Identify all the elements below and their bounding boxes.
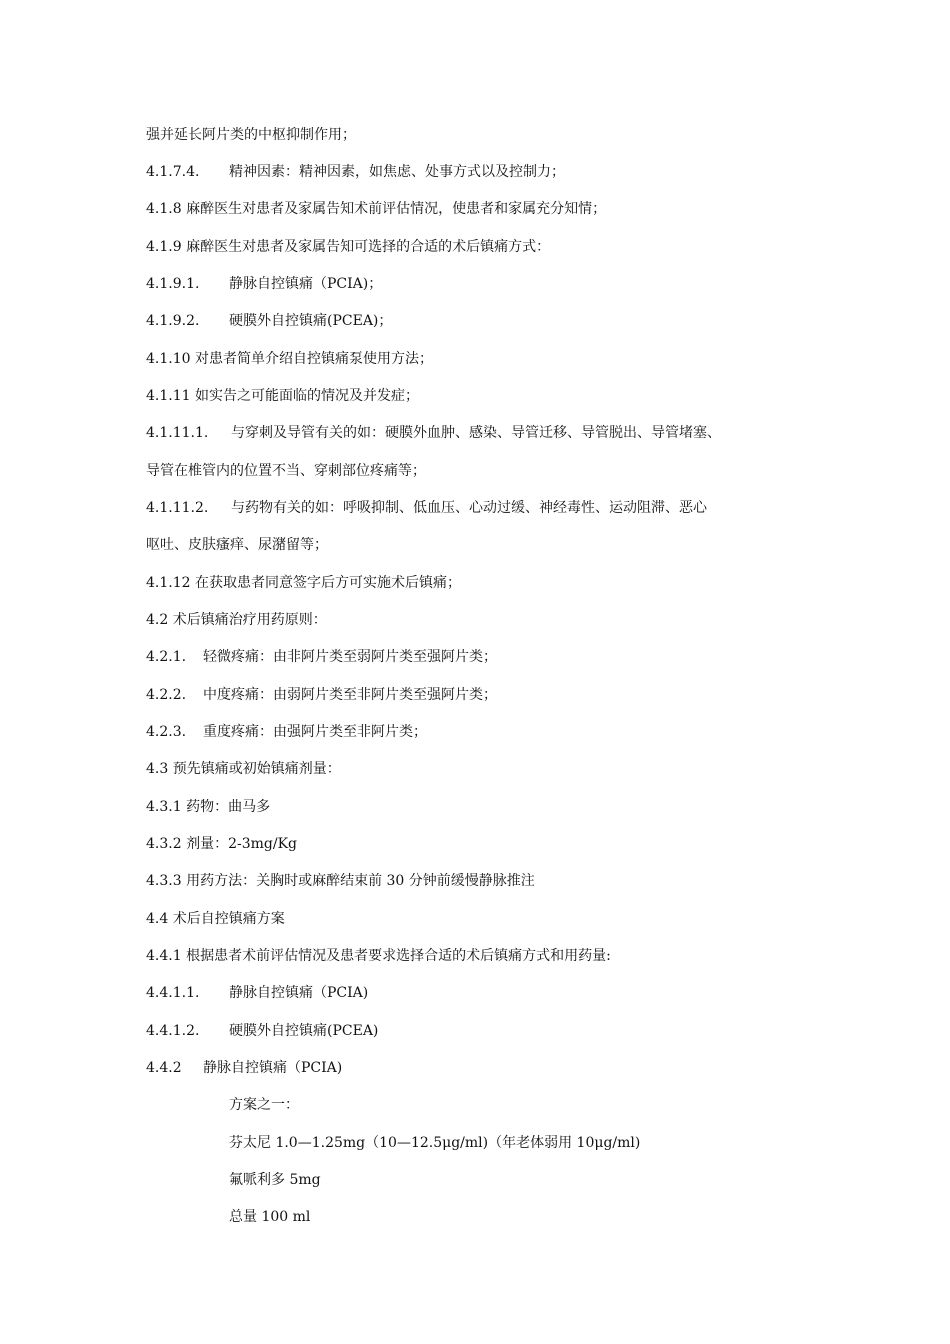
item-number: 4.2.2.	[146, 687, 187, 703]
line-text: 4.3.2 剂量：2-3mg/Kg	[146, 836, 297, 852]
text-line-3	[146, 236, 550, 258]
line-text: 4.4 术后自控镇痛方案	[146, 911, 285, 927]
line-text: 硬膜外自控镇痛(PCEA)	[229, 1023, 379, 1039]
item-number: 4.1.9.1.	[146, 276, 200, 292]
text-line-29	[229, 1206, 310, 1228]
text-line-14	[146, 646, 497, 668]
line-text: 氟哌利多 5mg	[229, 1172, 321, 1188]
line-text: 4.3.1 药物：曲马多	[146, 799, 271, 815]
line-text: 4.1.10 对患者简单介绍自控镇痛泵使用方法；	[146, 351, 433, 367]
text-line-9	[146, 460, 426, 482]
item-number: 4.1.9.2.	[146, 313, 200, 329]
item-number: 4.2.3.	[146, 724, 187, 740]
line-text: 4.3 预先镇痛或初始镇痛剂量：	[146, 761, 341, 777]
text-line-25	[146, 1057, 342, 1079]
text-line-16	[146, 721, 427, 743]
line-text: 4.3.3 用药方法：关胸时或麻醉结束前 30 分钟前缓慢静脉推注	[146, 873, 535, 889]
text-line-19	[146, 833, 297, 855]
line-text: 轻微疼痛：由非阿片类至弱阿片类至强阿片类；	[203, 649, 497, 665]
line-text: 4.2 术后镇痛治疗用药原则：	[146, 612, 327, 628]
item-number: 4.4.2	[146, 1060, 182, 1076]
item-number: 4.4.1.2.	[146, 1023, 200, 1039]
line-text: 中度疼痛：由弱阿片类至非阿片类至强阿片类；	[203, 687, 497, 703]
text-line-15	[146, 684, 497, 706]
text-line-7	[146, 385, 419, 407]
text-line-12	[146, 572, 461, 594]
line-text: 静脉自控镇痛（PCIA)	[229, 985, 369, 1001]
text-line-13	[146, 609, 327, 631]
text-line-8	[146, 422, 721, 444]
line-text: 4.1.12 在获取患者同意签字后方可实施术后镇痛；	[146, 575, 461, 591]
line-text: 4.1.8 麻醉医生对患者及家属告知术前评估情况，使患者和家属充分知情；	[146, 201, 607, 217]
text-line-20	[146, 870, 535, 892]
item-number: 4.4.1.1.	[146, 985, 200, 1001]
line-text: 与药物有关的如：呼吸抑制、低血压、心动过缓、神经毒性、运动阻滞、恶心	[231, 500, 707, 516]
line-text: 4.1.9 麻醉医生对患者及家属告知可选择的合适的术后镇痛方式：	[146, 239, 551, 255]
item-number: 4.1.7.4.	[146, 164, 200, 180]
line-text: 芬太尼 1.0—1.25mg（10—12.5μg/ml)（年老体弱用 10μg/ml)	[229, 1135, 641, 1151]
line-text: 与穿刺及导管有关的如：硬膜外血肿、感染、导管迁移、导管脱出、导管堵塞、	[231, 425, 721, 441]
line-text: 重度疼痛：由强阿片类至非阿片类；	[203, 724, 427, 740]
line-text: 硬膜外自控镇痛(PCEA)；	[229, 313, 393, 329]
line-text: 4.1.11 如实告之可能面临的情况及并发症；	[146, 388, 419, 404]
text-line-21	[146, 908, 285, 930]
text-line-2	[146, 198, 606, 220]
text-line-1	[146, 161, 565, 183]
text-line-22	[146, 945, 611, 967]
item-number: 4.1.11.1.	[146, 425, 209, 441]
line-text: 总量 100 ml	[229, 1209, 311, 1225]
text-line-27	[229, 1132, 640, 1154]
text-line-23	[146, 982, 368, 1004]
text-line-10	[146, 497, 707, 519]
line-text: 呕吐、皮肤瘙痒、尿潴留等；	[146, 537, 328, 553]
text-line-26	[229, 1094, 299, 1116]
item-number: 4.1.11.2.	[146, 500, 209, 516]
item-number: 4.2.1.	[146, 649, 187, 665]
text-line-24	[146, 1020, 378, 1042]
text-line-4	[146, 273, 382, 295]
text-line-28	[229, 1169, 321, 1191]
line-text: 精神因素：精神因素，如焦虑、处事方式以及控制力；	[229, 164, 565, 180]
line-text: 静脉自控镇痛（PCIA)	[203, 1060, 343, 1076]
text-line-18	[146, 796, 270, 818]
line-text: 强并延长阿片类的中枢抑制作用；	[146, 127, 356, 143]
text-line-5	[146, 310, 392, 332]
line-text: 方案之一：	[229, 1097, 299, 1113]
line-text: 4.4.1 根据患者术前评估情况及患者要求选择合适的术后镇痛方式和用药量:	[146, 948, 611, 964]
line-text: 静脉自控镇痛（PCIA)；	[229, 276, 383, 292]
text-line-17	[146, 758, 341, 780]
text-line-6	[146, 348, 433, 370]
text-line-0	[146, 124, 356, 146]
text-line-11	[146, 534, 328, 556]
line-text: 导管在椎管内的位置不当、穿刺部位疼痛等；	[146, 463, 426, 479]
